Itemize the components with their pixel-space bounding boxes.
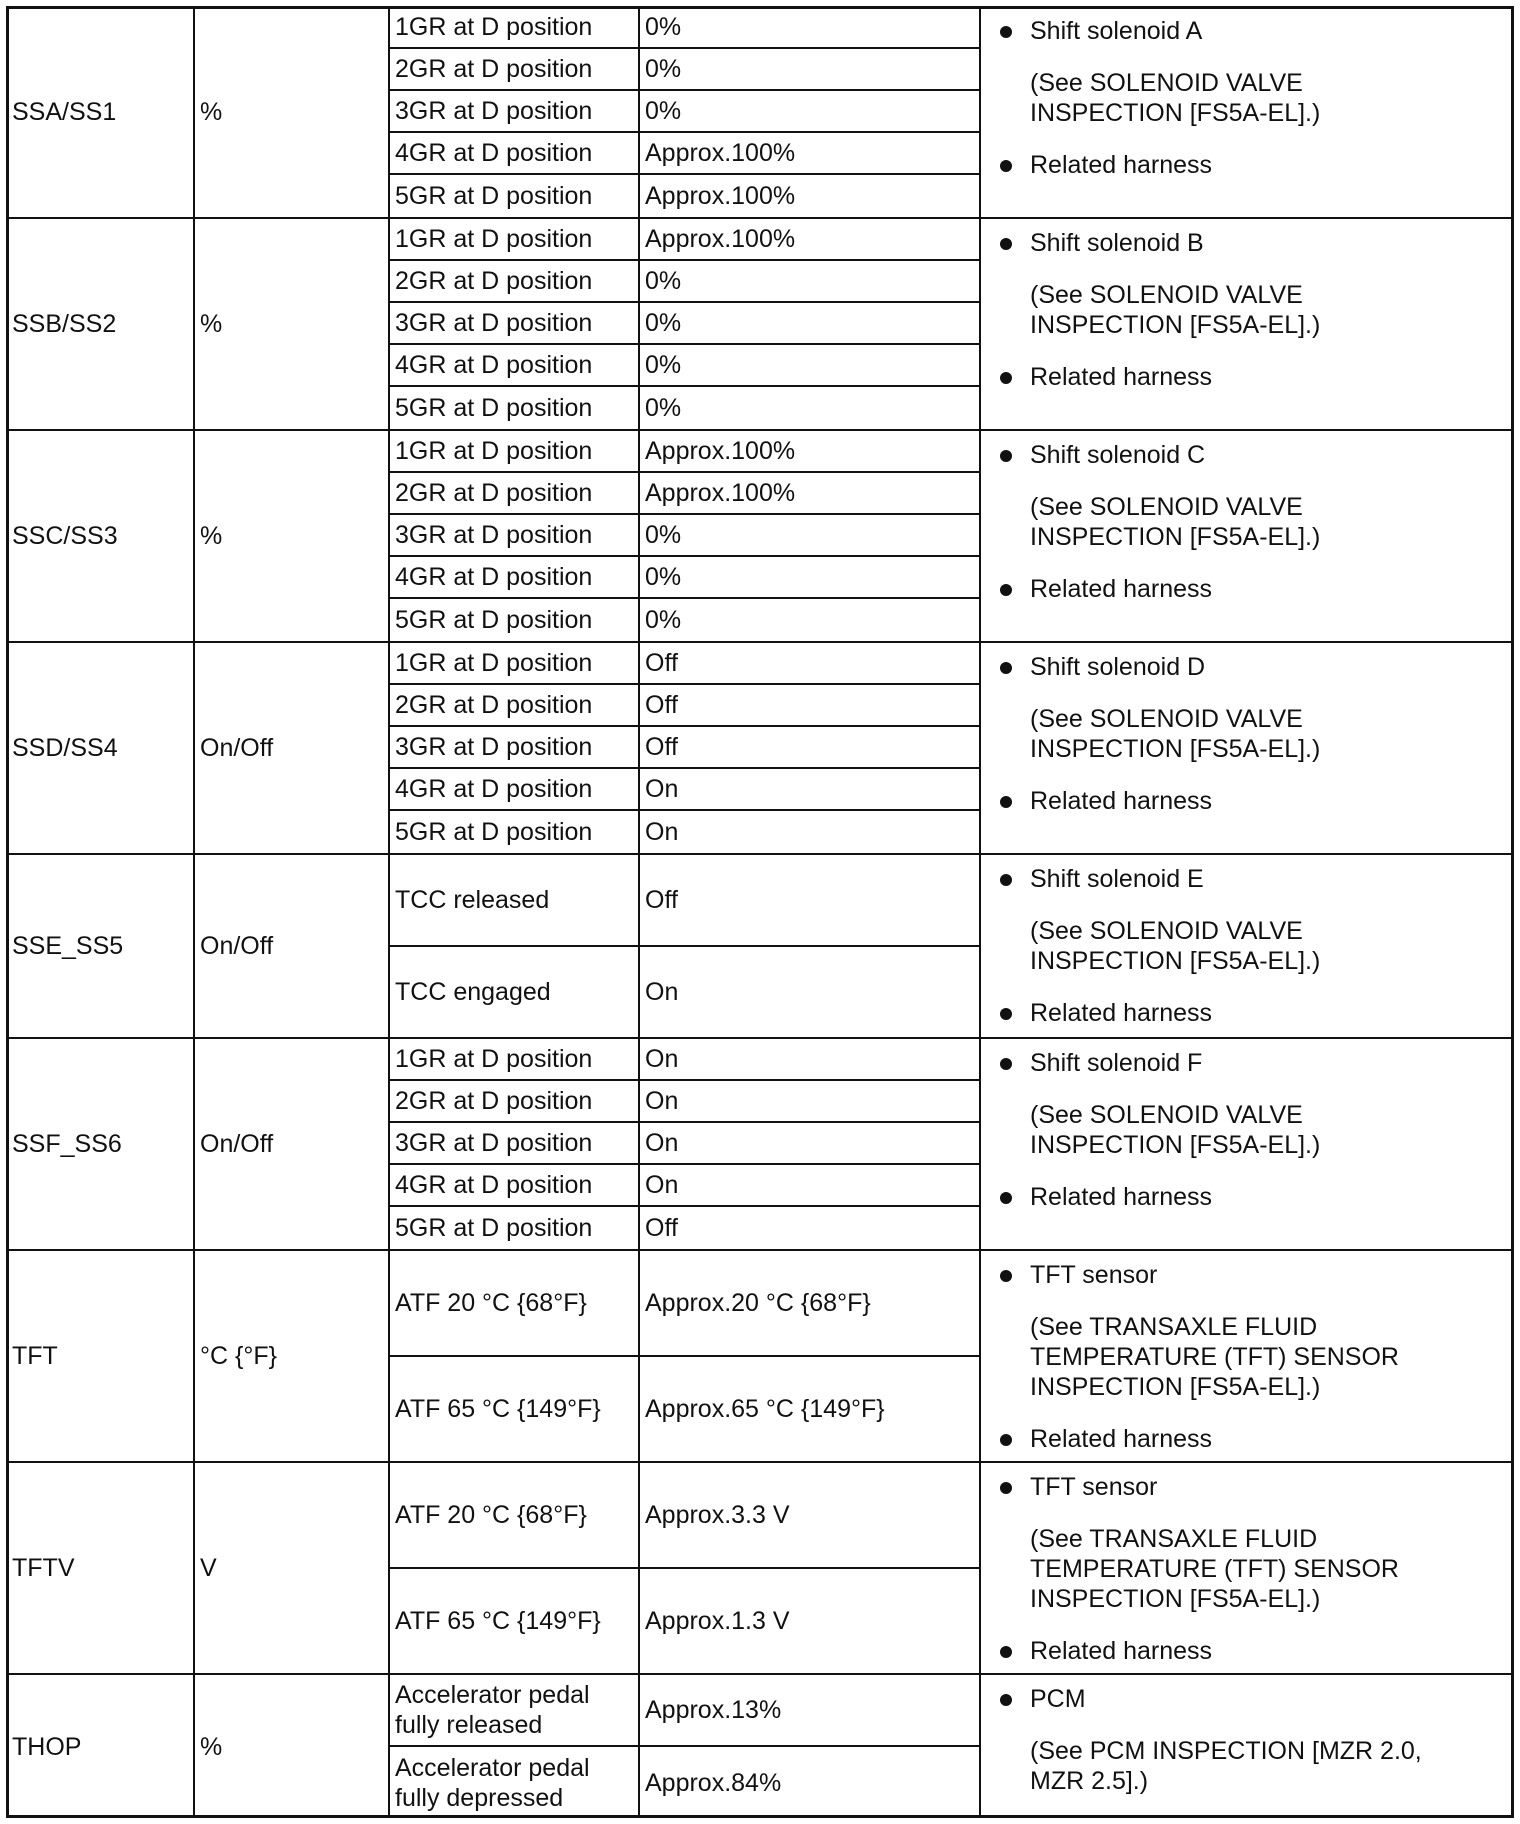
remarks-item-text: TFT sensor [1030,1473,1158,1501]
specification-cell: 0% [645,309,682,337]
reference-line[interactable]: (See SOLENOID VALVE [1030,917,1303,945]
specification-cell: On [645,978,679,1006]
remarks-harness [1030,786,1502,816]
inspection-table [6,6,1514,1818]
bullet-icon [1000,26,1012,38]
reference-line[interactable]: INSPECTION [FS5A-EL].) [1030,99,1321,127]
condition-cell: TCC released [395,886,550,914]
pid-name: THOP [12,1733,82,1761]
condition-cell [391,1674,637,1746]
reference-line[interactable]: (See SOLENOID VALVE [1030,1101,1303,1129]
remarks-harness [1030,150,1502,180]
unit-condition: On/Off [200,1130,274,1158]
remarks-item [1030,16,1502,46]
specification-cell: Off [645,886,678,914]
remarks-reference [1030,1736,1502,1796]
condition-cell: 2GR at D position [395,267,593,295]
remarks-reference [1030,704,1502,764]
condition-cell: ATF 20 °C {68°F} [395,1289,587,1317]
unit-condition: % [200,522,223,550]
remarks-harness [1030,1182,1502,1212]
condition-cell: 4GR at D position [395,775,593,803]
specification-cell: On [645,1129,679,1157]
remarks-item-text: Shift solenoid B [1030,229,1204,257]
condition-text: Accelerator pedal [395,1681,590,1709]
pid-name: SSA/SS1 [12,98,117,126]
column-divider [638,6,640,1818]
remarks-reference [1030,916,1502,976]
pid-name: SSD/SS4 [12,734,118,762]
bullet-icon [1000,1192,1012,1204]
unit-condition: % [200,310,223,338]
condition-cell: 5GR at D position [395,818,593,846]
condition-cell: 3GR at D position [395,309,593,337]
condition-lines [395,1680,590,1740]
unit-condition: On/Off [200,932,274,960]
condition-cell: ATF 65 °C {149°F} [395,1395,601,1423]
specification-cell: On [645,1045,679,1073]
remarks-item [1030,1260,1502,1290]
column-divider [193,6,195,1818]
condition-text: fully depressed [395,1784,564,1812]
remarks-item-text: Shift solenoid E [1030,865,1204,893]
remarks-harness [1030,998,1502,1028]
condition-cell: ATF 65 °C {149°F} [395,1607,601,1635]
remarks-item [1030,864,1502,894]
reference-line[interactable]: INSPECTION [FS5A-EL].) [1030,1131,1321,1159]
specification-cell: On [645,1171,679,1199]
condition-cell: 4GR at D position [395,563,593,591]
specification-cell: 0% [645,563,682,591]
pid-name: SSC/SS3 [12,522,118,550]
bullet-icon [1000,1694,1012,1706]
specification-cell: Approx.100% [645,225,796,253]
remarks-harness-text: Related harness [1030,575,1213,603]
condition-cell: 5GR at D position [395,606,593,634]
condition-cell: 2GR at D position [395,691,593,719]
remarks-cell [982,1462,1512,1674]
specification-cell: Approx.13% [645,1696,782,1724]
remarks-item-text: Shift solenoid C [1030,441,1206,469]
reference-line[interactable]: INSPECTION [FS5A-EL].) [1030,1585,1321,1613]
reference-line[interactable]: (See PCM INSPECTION [MZR 2.0, [1030,1737,1422,1765]
remarks-harness-text: Related harness [1030,1183,1213,1211]
reference-line[interactable]: (See SOLENOID VALVE [1030,493,1303,521]
condition-cell: 3GR at D position [395,1129,593,1157]
remarks-item [1030,440,1502,470]
pid-name: TFTV [12,1554,75,1582]
specification-cell: Off [645,733,678,761]
remarks-harness-text: Related harness [1030,1425,1213,1453]
pid-name: TFT [12,1342,58,1370]
specification-cell: 0% [645,97,682,125]
specification-cell: Approx.65 °C {149°F} [645,1395,885,1423]
specification-cell: Approx.100% [645,182,796,210]
remarks-item-text: Shift solenoid F [1030,1049,1203,1077]
bullet-icon [1000,1646,1012,1658]
remarks-item-text: Shift solenoid A [1030,17,1203,45]
reference-line[interactable]: INSPECTION [FS5A-EL].) [1030,1373,1321,1401]
remarks-cell [982,1038,1512,1250]
remarks-harness-text: Related harness [1030,1637,1213,1665]
pid-name: SSF_SS6 [12,1130,122,1158]
condition-cell: 4GR at D position [395,351,593,379]
condition-cell: 4GR at D position [395,1171,593,1199]
specification-cell: Approx.84% [645,1769,782,1797]
specification-cell: On [645,775,679,803]
condition-text: Accelerator pedal [395,1754,590,1782]
remarks-cell [982,1674,1512,1820]
specification-cell: Off [645,1214,678,1242]
bullet-icon [1000,1058,1012,1070]
reference-line[interactable]: INSPECTION [FS5A-EL].) [1030,311,1321,339]
condition-cell: 2GR at D position [395,55,593,83]
condition-cell: 1GR at D position [395,225,593,253]
unit-condition: V [200,1554,217,1582]
remarks-reference [1030,1312,1502,1402]
condition-lines [395,1753,590,1813]
remarks-harness-text: Related harness [1030,787,1213,815]
remarks-item [1030,228,1502,258]
bullet-icon [1000,1008,1012,1020]
unit-condition: °C {°F} [200,1342,277,1370]
specification-cell: 0% [645,606,682,634]
reference-line[interactable]: (See SOLENOID VALVE [1030,281,1303,309]
remarks-cell [982,642,1512,854]
condition-cell: 1GR at D position [395,1045,593,1073]
remarks-item-text: TFT sensor [1030,1261,1158,1289]
specification-cell: 0% [645,521,682,549]
condition-cell [391,1746,637,1820]
condition-cell: 5GR at D position [395,182,593,210]
remarks-cell [982,854,1512,1038]
remarks-reference [1030,68,1502,128]
specification-cell: Off [645,691,678,719]
remarks-item [1030,1048,1502,1078]
unit-condition: % [200,98,223,126]
condition-cell: 2GR at D position [395,1087,593,1115]
bullet-icon [1000,372,1012,384]
bullet-icon [1000,796,1012,808]
specification-cell: 0% [645,394,682,422]
reference-line[interactable]: INSPECTION [FS5A-EL].) [1030,523,1321,551]
bullet-icon [1000,160,1012,172]
remarks-item [1030,1472,1502,1502]
condition-text: fully released [395,1711,543,1739]
specification-cell: 0% [645,351,682,379]
unit-condition: % [200,1733,223,1761]
specification-cell: 0% [645,55,682,83]
specification-cell: Approx.20 °C {68°F} [645,1289,871,1317]
remarks-cell [982,218,1512,430]
remarks-item [1030,1684,1502,1714]
condition-cell: 3GR at D position [395,733,593,761]
condition-cell: TCC engaged [395,978,551,1006]
remarks-reference [1030,492,1502,552]
reference-line[interactable]: INSPECTION [FS5A-EL].) [1030,947,1321,975]
reference-line[interactable]: MZR 2.5].) [1030,1767,1149,1795]
bullet-icon [1000,584,1012,596]
reference-line[interactable]: TEMPERATURE (TFT) SENSOR [1030,1555,1399,1583]
remarks-reference [1030,1100,1502,1160]
specification-cell: Approx.100% [645,437,796,465]
reference-line[interactable]: (See TRANSAXLE FLUID [1030,1525,1318,1553]
remarks-harness [1030,362,1502,392]
bullet-icon [1000,238,1012,250]
remarks-item-text: PCM [1030,1685,1086,1713]
remarks-reference [1030,1524,1502,1614]
column-divider [388,6,390,1818]
reference-line[interactable]: TEMPERATURE (TFT) SENSOR [1030,1343,1399,1371]
pid-name: SSE_SS5 [12,932,124,960]
specification-cell: On [645,818,679,846]
specification-cell: Approx.1.3 V [645,1607,790,1635]
condition-cell: 1GR at D position [395,13,593,41]
remarks-harness [1030,1636,1502,1666]
specification-cell: Off [645,649,678,677]
specification-cell: 0% [645,267,682,295]
condition-cell: 3GR at D position [395,97,593,125]
condition-cell: 2GR at D position [395,479,593,507]
condition-cell: 1GR at D position [395,649,593,677]
remarks-harness-text: Related harness [1030,999,1213,1027]
condition-cell: 3GR at D position [395,521,593,549]
reference-line[interactable]: (See TRANSAXLE FLUID [1030,1313,1318,1341]
remarks-harness-text: Related harness [1030,363,1213,391]
bullet-icon [1000,450,1012,462]
bullet-icon [1000,1482,1012,1494]
specification-cell: On [645,1087,679,1115]
condition-cell: 4GR at D position [395,139,593,167]
remarks-harness [1030,574,1502,604]
bullet-icon [1000,874,1012,886]
condition-cell: 1GR at D position [395,437,593,465]
remarks-item-text: Shift solenoid D [1030,653,1206,681]
bullet-icon [1000,662,1012,674]
specification-cell: Approx.100% [645,139,796,167]
condition-cell: 5GR at D position [395,394,593,422]
bullet-icon [1000,1434,1012,1446]
condition-cell: ATF 20 °C {68°F} [395,1501,587,1529]
remarks-harness-text: Related harness [1030,151,1213,179]
remarks-reference [1030,280,1502,340]
condition-cell: 5GR at D position [395,1214,593,1242]
bullet-icon [1000,1270,1012,1282]
remarks-cell [982,1250,1512,1462]
column-divider [979,6,981,1818]
remarks-cell [982,6,1512,218]
remarks-item [1030,652,1502,682]
remarks-cell [982,430,1512,642]
specification-cell: Approx.100% [645,479,796,507]
pid-name: SSB/SS2 [12,310,117,338]
reference-line[interactable]: (See SOLENOID VALVE [1030,69,1303,97]
unit-condition: On/Off [200,734,274,762]
reference-line[interactable]: (See SOLENOID VALVE [1030,705,1303,733]
specification-cell: 0% [645,13,682,41]
remarks-harness [1030,1424,1502,1454]
specification-cell: Approx.3.3 V [645,1501,790,1529]
reference-line[interactable]: INSPECTION [FS5A-EL].) [1030,735,1321,763]
